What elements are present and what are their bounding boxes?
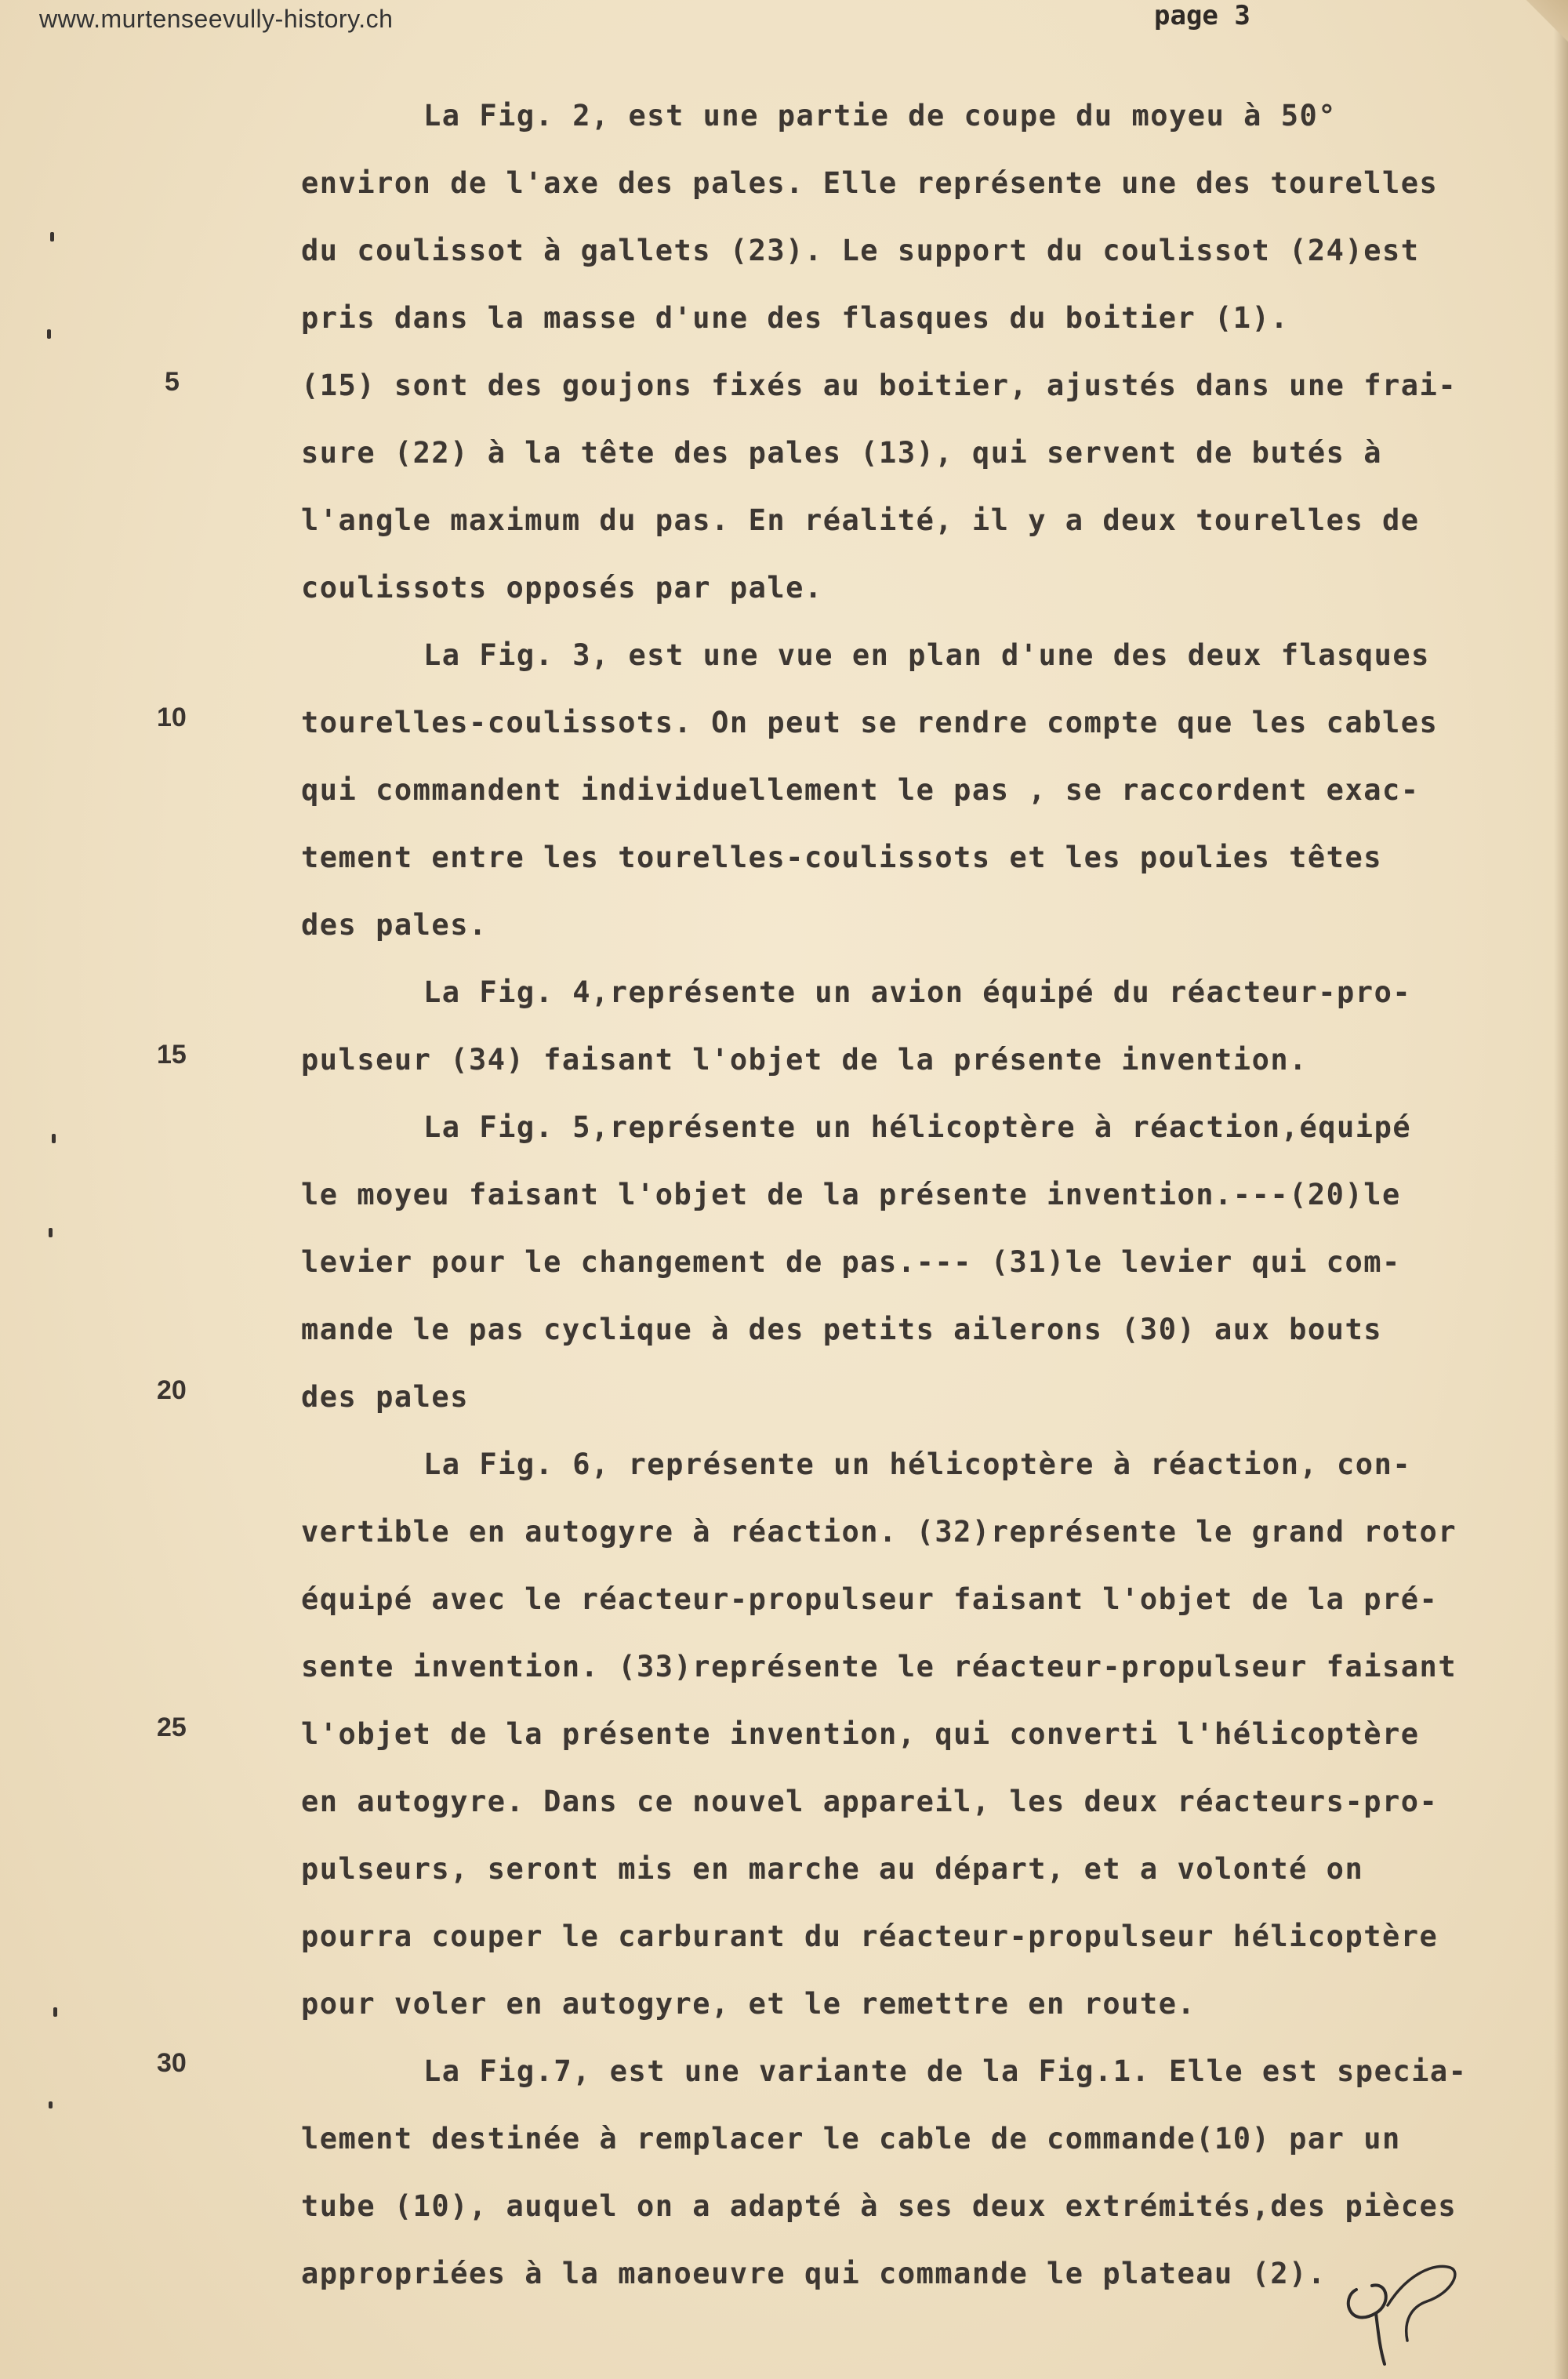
margin-mark <box>47 329 51 339</box>
margin-line-number: 5 <box>165 367 180 397</box>
text-line: coulissots opposés par pale. <box>301 571 823 605</box>
text-line: La Fig. 2, est une partie de coupe du moyeu à 50° <box>423 99 1338 133</box>
corner-fold <box>1521 0 1568 71</box>
text-line: en autogyre. Dans ce nouvel appareil, les deux réacteurs-pro- <box>301 1785 1439 1818</box>
text-line: La Fig. 6, représente un hélicoptère à réaction, con- <box>423 1447 1412 1481</box>
text-line: lement destinée à remplacer le cable de commande(10) par un <box>301 2122 1401 2156</box>
handwritten-initials <box>1333 2258 1474 2368</box>
text-line: des pales. <box>301 908 488 942</box>
text-line: appropriées à la manoeuvre qui commande le plateau (2). <box>301 2257 1327 2290</box>
text-line: l'angle maximum du pas. En réalité, il y a deux tourelles de <box>301 503 1420 537</box>
text-line: vertible en autogyre à réaction. (32)représente le grand rotor <box>301 1515 1457 1549</box>
text-line: mande le pas cyclique à des petits ailerons (30) aux bouts <box>301 1313 1383 1346</box>
text-line: (15) sont des goujons fixés au boitier, ajustés dans une frai- <box>301 369 1457 402</box>
text-line: du coulissot à gallets (23). Le support du coulissot (24)est <box>301 234 1420 267</box>
margin-line-number: 30 <box>157 2048 187 2078</box>
text-line: le moyeu faisant l'objet de la présente invention.---(20)le <box>301 1178 1401 1211</box>
margin-mark <box>53 2007 57 2017</box>
margin-line-number: 15 <box>157 1040 187 1070</box>
text-line: pour voler en autogyre, et le remettre en route. <box>301 1987 1196 2021</box>
text-line: équipé avec le réacteur-propulseur faisant l'objet de la pré- <box>301 1582 1439 1616</box>
margin-mark <box>50 232 54 242</box>
text-line: pulseurs, seront mis en marche au départ, et a volonté on <box>301 1852 1364 1886</box>
text-line: tourelles-coulissots. On peut se rendre compte que les cables <box>301 706 1439 739</box>
source-watermark: www.murtenseevully-history.ch <box>39 5 394 33</box>
text-line: environ de l'axe des pales. Elle représente une des tourelles <box>301 166 1439 200</box>
text-line: pris dans la masse d'une des flasques du boitier (1). <box>301 301 1290 335</box>
text-line: des pales <box>301 1380 469 1414</box>
text-line: l'objet de la présente invention, qui converti l'hélicoptère <box>301 1717 1420 1751</box>
margin-mark <box>52 1134 56 1143</box>
margin-mark <box>49 2101 53 2108</box>
text-line: sure (22) à la tête des pales (13), qui servent de butés à <box>301 436 1383 470</box>
paper-edge-shadow <box>1554 0 1568 2379</box>
page-number: page 3 <box>1154 0 1250 31</box>
margin-line-number: 25 <box>157 1713 187 1742</box>
text-line: tube (10), auquel on a adapté à ses deux extrémités,des pièces <box>301 2189 1457 2223</box>
margin-line-number: 10 <box>157 703 187 732</box>
margin-line-number: 20 <box>157 1375 187 1405</box>
text-line: pourra couper le carburant du réacteur-propulseur hélicoptère <box>301 1920 1439 1953</box>
text-line: La Fig. 4,représente un avion équipé du réacteur-pro- <box>423 975 1412 1009</box>
margin-mark <box>49 1228 53 1237</box>
text-line: La Fig.7, est une variante de la Fig.1. Elle est specia- <box>423 2054 1468 2088</box>
text-line: qui commandent individuellement le pas , se raccordent exac- <box>301 773 1420 807</box>
text-line: La Fig. 5,représente un hélicoptère à réaction,équipé <box>423 1110 1412 1144</box>
text-line: levier pour le changement de pas.--- (31)le levier qui com- <box>301 1245 1401 1279</box>
text-line: pulseur (34) faisant l'objet de la présente invention. <box>301 1043 1308 1077</box>
text-line: tement entre les tourelles-coulissots et les poulies têtes <box>301 841 1383 874</box>
text-line: sente invention. (33)représente le réacteur-propulseur faisant <box>301 1650 1457 1683</box>
text-line: La Fig. 3, est une vue en plan d'une des deux flasques <box>423 638 1430 672</box>
